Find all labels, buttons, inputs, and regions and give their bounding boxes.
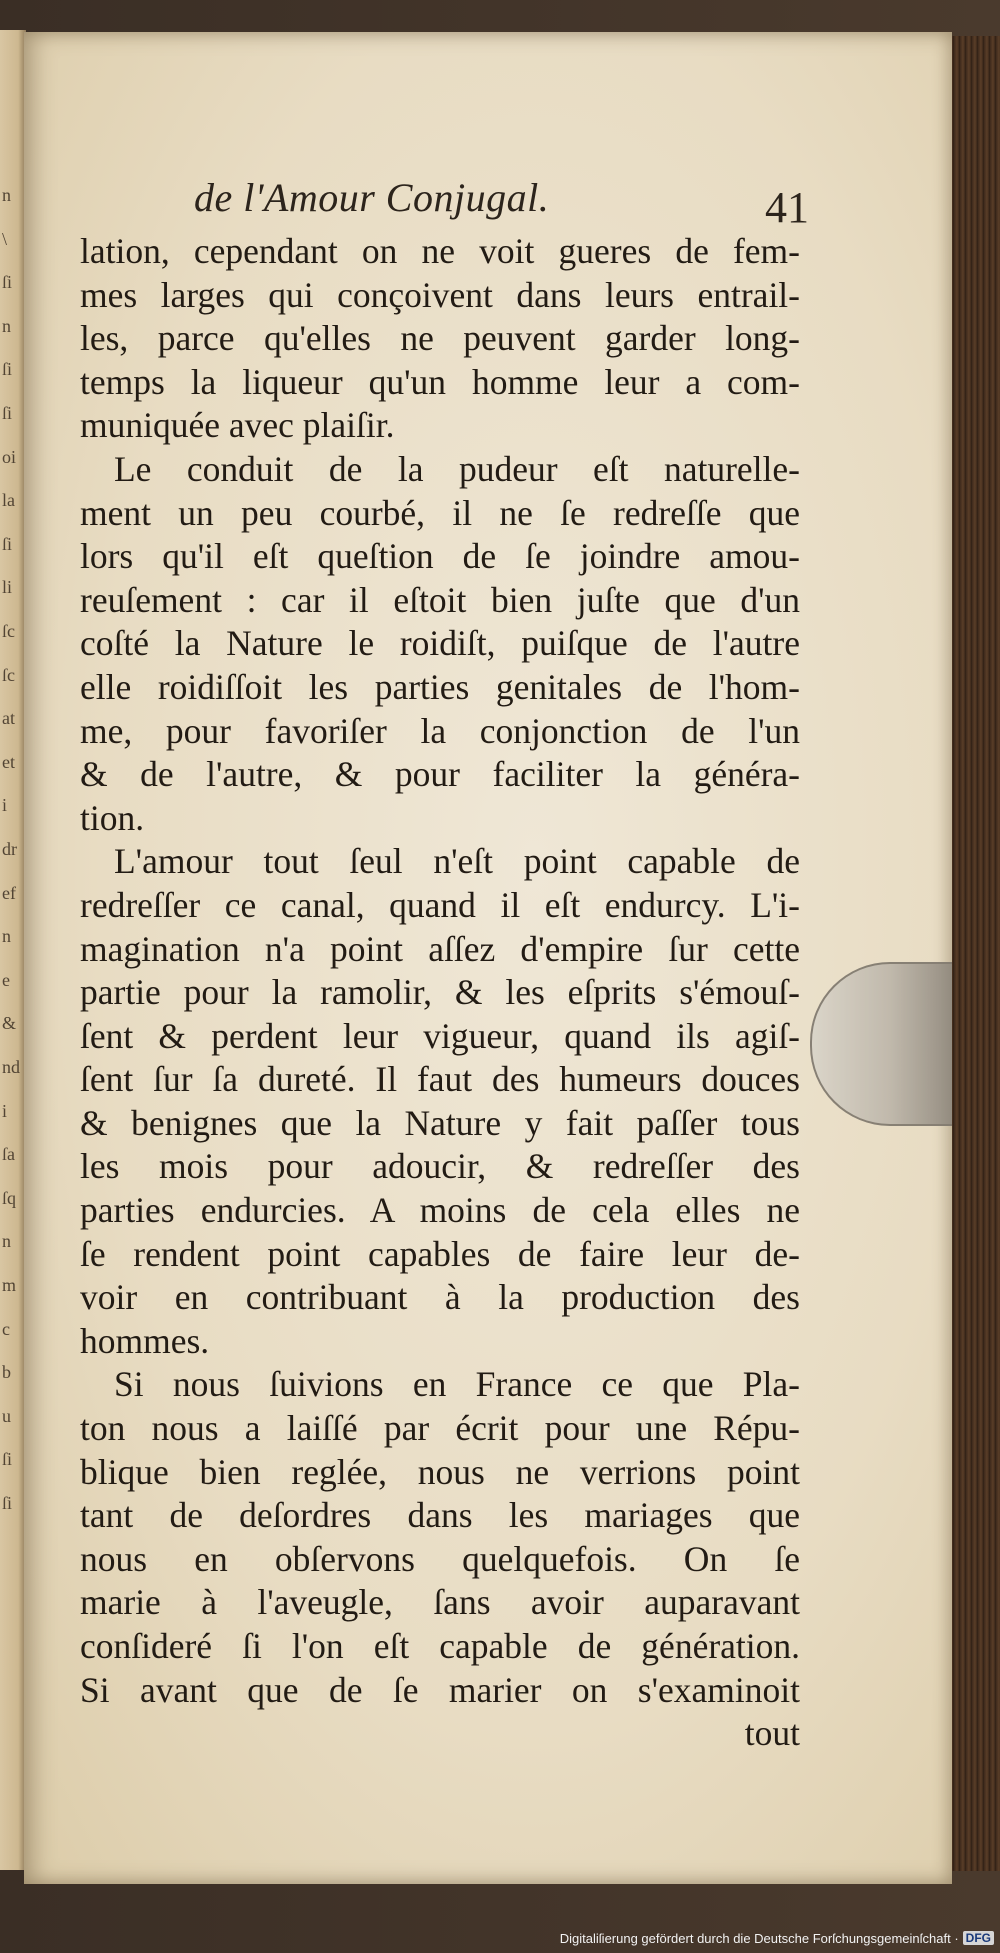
- text-line: partie pour la ramolir, & les eſprits s'émouſ-: [80, 972, 800, 1013]
- facing-page-fragment: dr: [2, 839, 17, 859]
- facing-page-fragment: \: [2, 228, 8, 249]
- facing-page-fragment: at: [2, 708, 15, 729]
- facing-page-fragment: u: [2, 1405, 11, 1426]
- facing-page-fragment: ſi: [2, 1449, 13, 1470]
- facing-page-fragment: ef: [2, 882, 16, 903]
- text-line: ſent ſur ſa dureté. Il faut des humeurs douces: [80, 1059, 800, 1100]
- text-line: mes larges qui conçoivent dans leurs entrail-: [80, 274, 800, 315]
- text-line: Si nous ſuivions en France ce que Pla-: [114, 1364, 800, 1405]
- text-line: Si avant que de ſe marier on s'examinoit: [80, 1669, 800, 1710]
- facing-page-fragment: oi: [2, 446, 17, 467]
- body-text: [80, 230, 800, 1756]
- facing-page-edge: [0, 30, 26, 1870]
- facing-page-fragment: ſq: [2, 1187, 17, 1208]
- facing-page-fragment: ſi: [2, 533, 13, 554]
- text-line: Le conduit de la pudeur eſt naturelle-: [114, 448, 800, 489]
- text-line: hommes.: [80, 1320, 210, 1361]
- facing-page-fragment: ſa: [2, 1144, 15, 1165]
- text-line: les, parce qu'elles ne peuvent garder long-: [80, 318, 800, 359]
- facing-page-fragment: ſi: [2, 359, 13, 380]
- text-line: ton nous a laiſſé par écrit pour une Répu-: [80, 1408, 800, 1449]
- text-line: tout: [744, 1713, 800, 1754]
- facing-page-fragment: ſi: [2, 272, 13, 293]
- facing-page-fragment: b: [2, 1362, 11, 1383]
- facing-page-fragment: e: [2, 969, 10, 990]
- dfg-logo-icon: DFG: [963, 1931, 994, 1945]
- text-line: nous en obſervons quelquefois. On ſe: [80, 1538, 800, 1579]
- text-line: coſté la Nature le roidiſt, puiſque de l'autre: [80, 623, 800, 664]
- text-line: reuſement : car il eſtoit bien juſte que d'un: [80, 579, 800, 620]
- text-line: me, pour favoriſer la conjonction de l'un: [80, 710, 800, 751]
- facing-page-fragment: c: [2, 1318, 10, 1339]
- facing-page-fragment: &: [2, 1013, 17, 1034]
- running-title: de l'Amour Conjugal.: [194, 175, 550, 220]
- text-line: voir en contribuant à la production des: [80, 1277, 800, 1318]
- text-line: les mois pour adoucir, & redreſſer des: [80, 1146, 800, 1187]
- page-number: 41: [765, 183, 809, 232]
- digitization-footer: [560, 1927, 994, 1949]
- facing-page-fragment: n: [2, 926, 11, 947]
- text-line: temps la liqueur qu'un homme leur a com-: [80, 361, 800, 402]
- text-line: & benignes que la Nature y fait paſſer tous: [80, 1102, 800, 1143]
- text-line: tion.: [80, 797, 145, 838]
- facing-page-fragment: i: [2, 795, 8, 816]
- text-line: muniquée avec plaiſir.: [80, 405, 395, 446]
- facing-page-fragment: nd: [2, 1057, 20, 1077]
- text-line: blique bien reglée, nous ne verrions point: [80, 1451, 800, 1492]
- facing-page-fragment: li: [2, 577, 13, 598]
- facing-page-fragment: n: [2, 1231, 11, 1252]
- facing-page-fragment: ſi: [2, 1493, 13, 1513]
- facing-page-fragment: ſc: [2, 621, 15, 641]
- facing-page-fragment: m: [2, 1275, 17, 1295]
- footer-credit: Digitaliſierung gefördert durch die Deutsche Forſchungsgemeinſchaft ·: [559, 1930, 959, 1946]
- facing-page-fragment: la: [2, 490, 15, 511]
- text-line: L'amour tout ſeul n'eſt point capable de: [114, 841, 800, 882]
- text-line: & de l'autre, & pour faciliter la généra-: [80, 754, 800, 795]
- text-line: ment un peu courbé, il ne ſe redreſſe que: [80, 492, 800, 533]
- text-line: elle roidiſſoit les parties genitales de l'hom-: [80, 666, 800, 707]
- facing-page-fragment: ſi: [2, 403, 13, 423]
- text-line: parties endurcies. A moins de cela elles ne: [80, 1190, 800, 1231]
- text-line: conſideré ſi l'on eſt capable de génération.: [80, 1626, 800, 1666]
- book-page: [24, 32, 952, 1884]
- text-line: lors qu'il eſt queſtion de ſe joindre amou-: [80, 536, 800, 577]
- facing-page-fragment: n: [2, 185, 11, 205]
- text-line: tant de deſordres dans les mariages que: [80, 1495, 800, 1536]
- facing-page-fragment: n: [2, 315, 11, 336]
- text-line: ſent & perdent leur vigueur, quand ils agiſ-: [80, 1015, 800, 1056]
- text-line: marie à l'aveugle, ſans avoir auparavant: [80, 1582, 800, 1623]
- text-line: redreſſer ce canal, quand il eſt endurcy. L'i-: [80, 884, 800, 925]
- facing-page-fragment: i: [2, 1100, 8, 1121]
- facing-page-fragment: et: [2, 751, 15, 772]
- text-line: ſe rendent point capables de faire leur de-: [80, 1233, 800, 1274]
- facing-page-fragment: ſc: [2, 664, 15, 685]
- text-line: magination n'a point aſſez d'empire ſur cette: [80, 928, 800, 969]
- text-line: lation, cependant on ne voit gueres de fem-: [80, 231, 800, 271]
- page-clip: [810, 962, 952, 1126]
